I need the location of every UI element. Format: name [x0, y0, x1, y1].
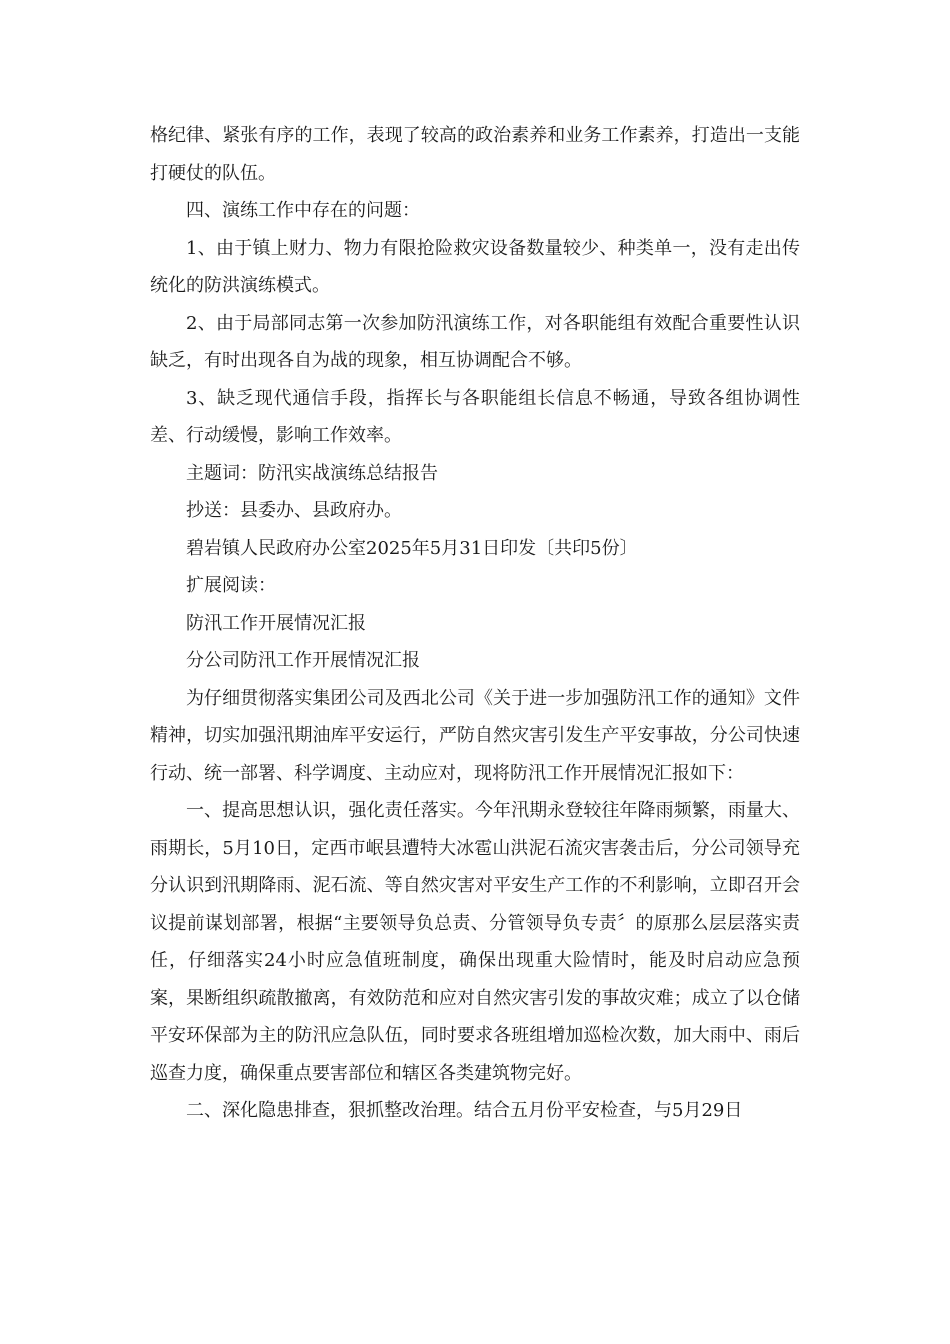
article-section-2: 二、深化隐患排查，狠抓整改治理。结合五月份平安检查，与5月29日 [186, 1100, 743, 1121]
problem-item-1: 1、由于镇上财力、物力有限抢险救灾设备数量较少、种类单一，没有走出传统化的防洪演练模式。 [150, 237, 800, 296]
subject-keywords: 主题词：防汛实战演练总结报告 [186, 462, 438, 484]
article-title: 防汛工作开展情况汇报 [186, 612, 366, 634]
document-page [150, 117, 800, 1130]
issuer-line: 碧岩镇人民政府办公室2025年5月31日印发〔共印5份〕 [186, 537, 638, 559]
article-intro: 为仔细贯彻落实集团公司及西北公司《关于进一步加强防汛工作的通知》文件精神，切实加强汛期油库平安运行，严防自然灾害引发生产平安事故，分公司快速行动、统一部署、科学调度、主动应对，现将防汛工作开展情况汇报如下： [150, 687, 800, 784]
cc-line: 抄送：县委办、县政府办。 [186, 500, 402, 521]
extended-reading-label: 扩展阅读： [186, 575, 276, 596]
paragraph-continuation: 格纪律、紧张有序的工作，表现了较高的政治素养和业务工作素养，打造出一支能打硬仗的队伍。 [150, 125, 800, 184]
article-subtitle: 分公司防汛工作开展情况汇报 [186, 650, 420, 671]
section-heading-problems: 四、演练工作中存在的问题： [186, 200, 420, 221]
problem-item-3: 3、缺乏现代通信手段，指挥长与各职能组长信息不畅通，导致各组协调性差、行动缓慢，影响工作效率。 [150, 387, 800, 446]
problem-item-2: 2、由于局部同志第一次参加防汛演练工作，对各职能组有效配合重要性认识缺乏，有时出现各自为战的现象，相互协调配合不够。 [150, 312, 800, 371]
article-section-1: 一、提高思想认识，强化责任落实。今年汛期永登较往年降雨频繁，雨量大、雨期长，5月10日，定西市岷县遭特大冰雹山洪泥石流灾害袭击后，分公司领导充分认识到汛期降雨、泥石流、等自然灾害对平安生产工作的不利影响，立即召开会议提前谋划部署，根据“主要领导负总责、分管领导负专责〞的原那么层层落实责任，仔细落实24小时应急值班制度，确保出现重大险情时，能及时启动应急预案，果断组织疏散撤离，有效防范和应对自然灾害引发的事故灾难；成立了以仓储平安环保部为主的防汛应急队伍，同时要求各班组增加巡检次数，加大雨中、雨后巡查力度，确保重点要害部位和辖区各类建筑物完好。 [150, 800, 800, 1084]
